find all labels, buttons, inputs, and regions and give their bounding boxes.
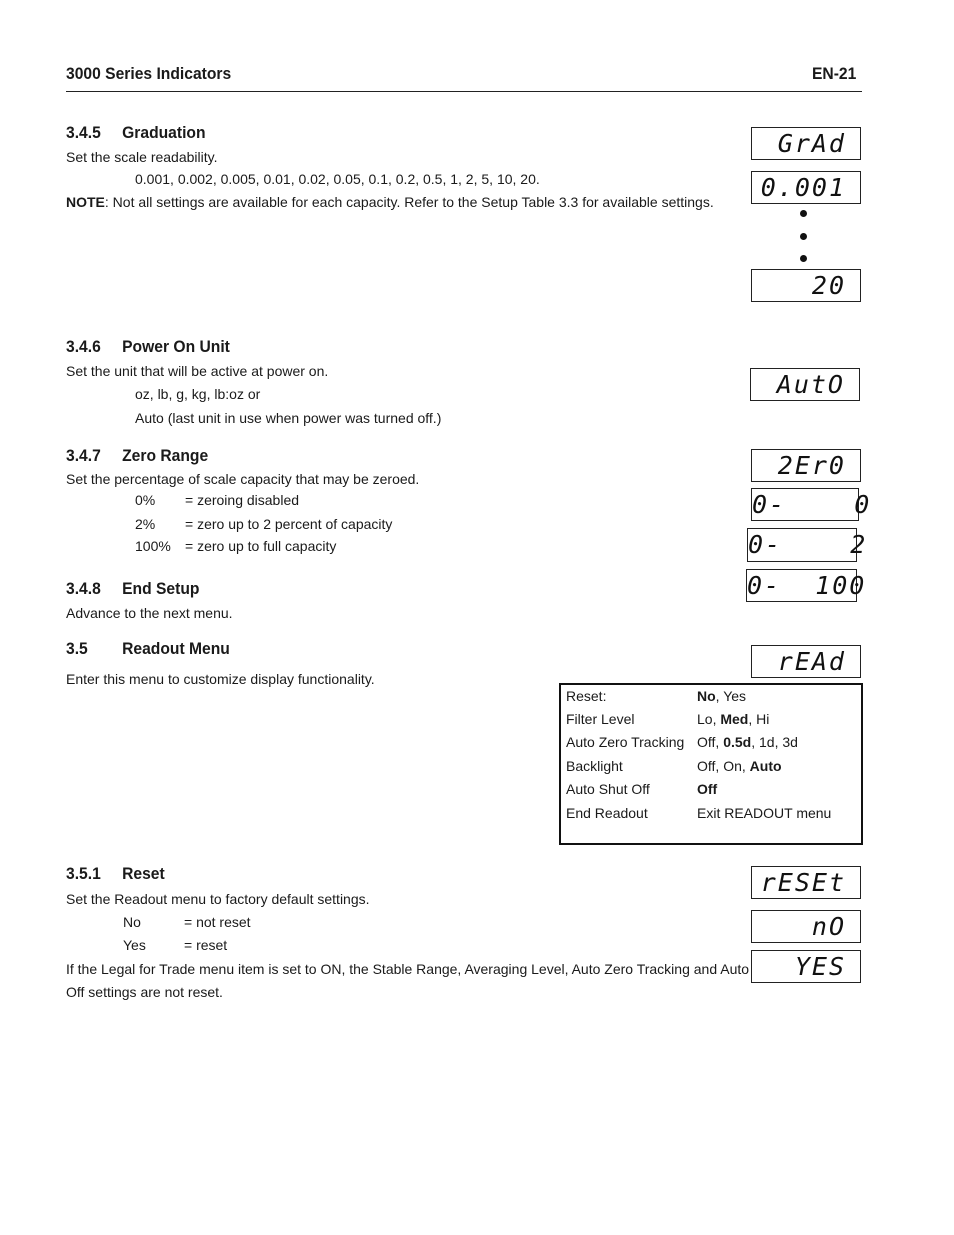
lcd-display-read: rEAd (751, 645, 861, 678)
zero-range-option: 2% = zero up to 2 percent of capacity (135, 516, 393, 532)
lcd-display-yes: YES (751, 950, 861, 983)
graduation-values: 0.001, 0.002, 0.005, 0.01, 0.02, 0.05, 0.1, 0.2, 0.5, 1, 2, 5, 10, 20. (135, 171, 540, 187)
zero-range-option: 0% = zeroing disabled (135, 492, 300, 508)
lcd-display-no: nO (751, 910, 861, 943)
page-number: EN-21 (812, 64, 857, 83)
table-row: Backlight Off, On, Auto (566, 758, 782, 774)
graduation-description: Set the scale readability. (66, 149, 218, 165)
section-heading-readout-menu: 3.5 Readout Menu (66, 639, 230, 658)
reset-note-line1: If the Legal for Trade menu item is set to ON, the Stable Range, Averaging Level, Auto Zero Tracking and Auto (66, 961, 750, 977)
reset-option: No = not reset (123, 914, 251, 930)
reset-note-line2: Off settings are not reset. (66, 984, 223, 1000)
readout-menu-table (559, 683, 863, 845)
table-row: Reset: No, Yes (566, 688, 747, 704)
graduation-note: NOTE: Not all settings are available for each capacity. Refer to the Setup Table 3.3 for available settings. (66, 194, 714, 210)
lcd-display-0001: 0.001 (751, 171, 861, 204)
section-heading-end-setup: 3.4.8 End Setup (66, 579, 200, 598)
lcd-display-zero-2: 0- 2 (747, 528, 857, 562)
lcd-display-zero: 2Er0 (751, 449, 861, 482)
lcd-display-reset: rESEt (751, 866, 861, 899)
table-row: Auto Zero Tracking Off, 0.5d, 1d, 3d (566, 734, 798, 750)
header-rule (66, 91, 862, 92)
power-on-unit-options: oz, lb, g, kg, lb:oz or (135, 386, 261, 402)
section-heading-reset: 3.5.1 Reset (66, 864, 165, 883)
lcd-display-zero-0: 0- 0 (752, 490, 872, 519)
readout-menu-description: Enter this menu to customize display functionality. (66, 671, 375, 687)
lcd-display-auto: AutO (750, 368, 860, 401)
ellipsis-dot (800, 255, 807, 262)
lcd-display-20: 20 (751, 269, 861, 302)
running-header-title: 3000 Series Indicators (66, 64, 232, 83)
lcd-display-grad: GrAd (751, 127, 861, 160)
section-heading-power-on-unit: 3.4.6 Power On Unit (66, 337, 230, 356)
lcd-display-zero-100: 0- 100 (747, 571, 867, 600)
zero-range-description: Set the percentage of scale capacity that may be zeroed. (66, 471, 420, 487)
reset-option: Yes = reset (123, 937, 228, 953)
section-heading-zero-range: 3.4.7 Zero Range (66, 446, 209, 465)
table-row: Auto Shut Off Off (566, 781, 718, 797)
ellipsis-dot (800, 210, 807, 217)
reset-description: Set the Readout menu to factory default settings. (66, 891, 370, 907)
zero-range-option: 100% = zero up to full capacity (135, 538, 337, 554)
power-on-unit-description: Set the unit that will be active at power on. (66, 363, 329, 379)
end-setup-description: Advance to the next menu. (66, 605, 233, 621)
power-on-unit-auto-option: Auto (last unit in use when power was turned off.) (135, 410, 442, 426)
table-row: End Readout Exit READOUT menu (566, 805, 832, 821)
table-row: Filter Level Lo, Med, Hi (566, 711, 770, 727)
ellipsis-dot (800, 233, 807, 240)
section-heading-graduation: 3.4.5 Graduation (66, 123, 206, 142)
